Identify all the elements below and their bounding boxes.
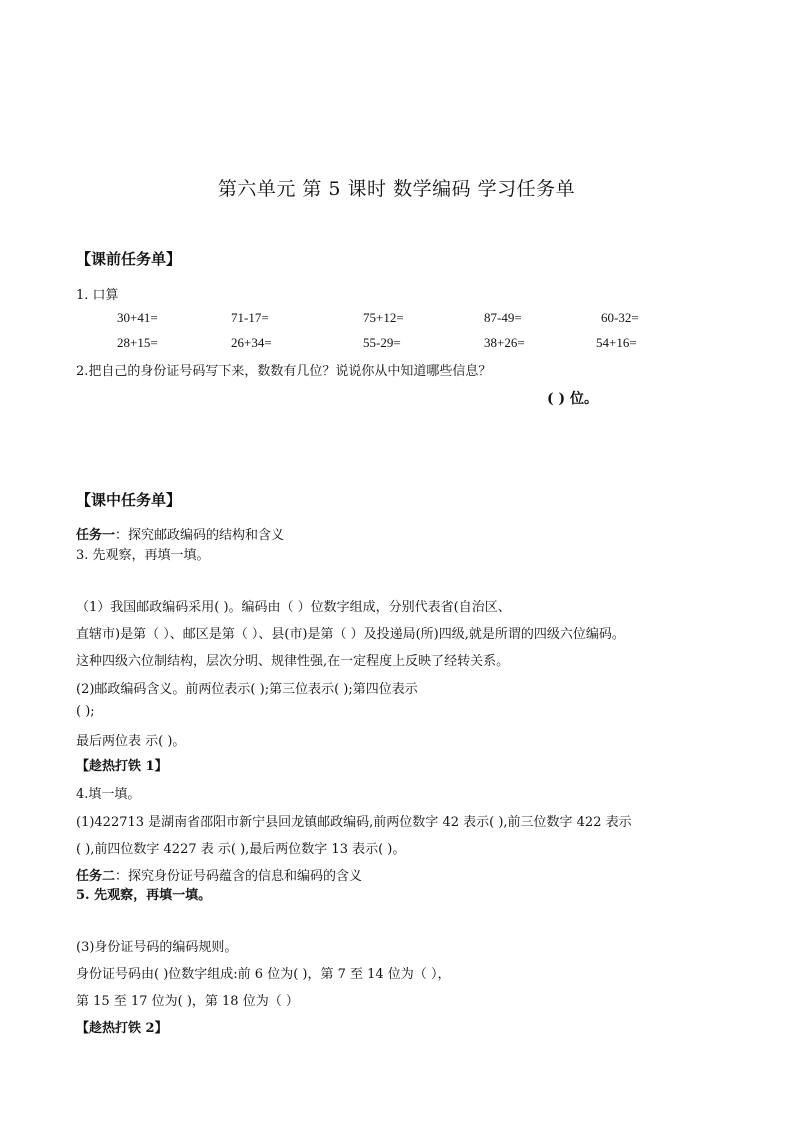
- q3-label: 3. 先观察，再填一填。: [76, 548, 210, 563]
- id-rule-line1: 身份证号码由( )位数字组成:前 6 位为( )，第 7 至 14 位为（ ），: [76, 967, 451, 982]
- page-title: 第六单元 第 5 课时 数学编码 学习任务单: [217, 178, 576, 200]
- postcode-p2-line2: ( );: [76, 704, 95, 719]
- arith-r1-c3: 75+12=: [363, 310, 404, 325]
- task2-heading-text: ：探究身份证号码蕴含的信息和编码的含义: [115, 869, 363, 884]
- q4-line1: (1)422713 是湖南省邵阳市新宁县回龙镇邮政编码,前两位数字 42 表示( ),前三位数字 422 表示: [76, 815, 632, 830]
- task2-heading: [76, 865, 362, 884]
- pre-class-section-heading: 【课前任务单】: [76, 250, 182, 268]
- task1-heading: [76, 524, 284, 543]
- postcode-p1-line3: 这种四级六位制结构，层次分明、规律性强,在一定程度上反映了经转关系。: [76, 654, 510, 669]
- arith-r2-c2: 26+34=: [231, 335, 272, 350]
- id-rule-heading: (3)身份证号码的编码规则。: [76, 940, 238, 955]
- arith-r1-c2: 71-17=: [231, 310, 269, 325]
- q4-label: 4.填一填。: [76, 787, 141, 802]
- arith-r2-c5: 54+16=: [596, 335, 637, 350]
- arith-r1-c5: 60-32=: [601, 310, 639, 325]
- q2-answer-blank: ( ) 位。: [547, 391, 598, 407]
- id-rule-line2: 第 15 至 17 位为( )，第 18 位为（ ）: [76, 994, 299, 1009]
- postcode-p1-line2: 直辖市)是第（ ）、邮区是第（ ）、县(市)是第（ ）及投递局(所)四级,就是所谓的四级六位编码。: [76, 627, 625, 642]
- arith-r2-c3: 55-29=: [363, 335, 401, 350]
- practice2-heading: 【趁热打铁 2】: [76, 1021, 168, 1036]
- practice1-heading: 【趁热打铁 1】: [76, 759, 168, 774]
- task1-heading-label: 任务一: [76, 528, 116, 543]
- arith-r2-c1: 28+15=: [117, 335, 158, 350]
- postcode-p2-line3: 最后两位表 示( )。: [76, 734, 186, 749]
- arith-r1-c4: 87-49=: [484, 310, 522, 325]
- arith-r2-c4: 38+26=: [484, 335, 525, 350]
- task1-heading-text: ：探究邮政编码的结构和含义: [115, 528, 285, 543]
- mid-class-section-heading: 【课中任务单】: [76, 491, 182, 509]
- task2-heading-label: 任务二: [76, 869, 116, 884]
- q2-text: 2.把自己的身份证号码写下来，数数有几位？说说你从中知道哪些信息？: [76, 364, 492, 379]
- q1-label: 1. 口算: [76, 288, 119, 303]
- arith-r1-c1: 30+41=: [117, 310, 158, 325]
- postcode-p2-line1: (2)邮政编码含义。前两位表示( );第三位表示( );第四位表示: [76, 682, 418, 697]
- q4-line2: ( ),前四位数字 4227 表 示( ),最后两位数字 13 表示( )。: [76, 842, 406, 857]
- postcode-p1-line1: （1）我国邮政编码采用( )。编码由（ ）位数字组成，分别代表省(自治区、: [76, 600, 511, 615]
- q5-label: 5. 先观察，再填一填。: [76, 888, 212, 903]
